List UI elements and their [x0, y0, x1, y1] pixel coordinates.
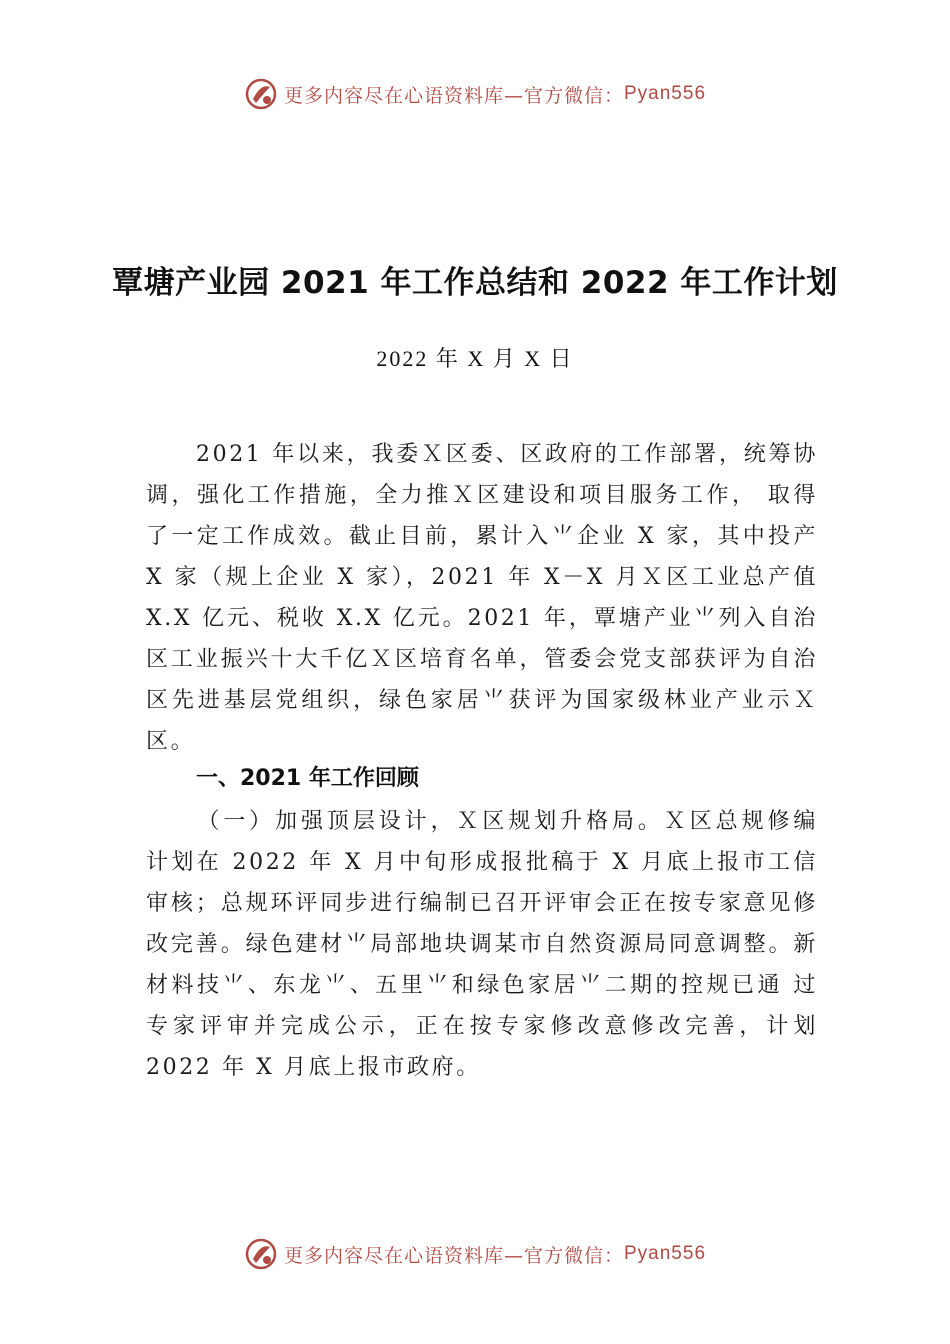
watermark-wechat-id: Pyan556: [624, 1243, 707, 1264]
watermark-wechat-id: Pyan556: [624, 83, 707, 104]
watermark-header: [0, 74, 950, 114]
watermark-footer: [0, 1234, 950, 1274]
brand-logo-icon: [244, 77, 278, 111]
document-date: 2022 年 X 月 X 日: [376, 346, 574, 371]
document-title: 覃塘产业园 2021 年工作总结和 2022 年工作计划: [112, 264, 838, 301]
section-heading: 一、2021 年工作回顾: [196, 766, 419, 791]
body-paragraph: [146, 434, 818, 762]
paragraph-text: （一）加强顶层设计，Ｘ区规划升格局。Ｘ区总规修编 计划在 2022 年 X 月中旬形成报批稿于 X 月底上报市工信审核；总规环评同步进行编制已召开评审会正在按专家意见修 改完善。绿色建材⺌局部地块调某市自然资源局同意调整。新材料技⺌、东龙⺌、五里⺌和绿色家居⺌二期的控规已通 过专家评审并完成公示，正在按专家修改意修改完善，计划2022 年 X 月底上报市政府。: [146, 809, 818, 1080]
watermark-text: 更多内容尽在心语资料库—官方微信：: [283, 84, 624, 107]
watermark-text: 更多内容尽在心语资料库—官方微信：: [283, 1244, 624, 1267]
brand-logo-icon: [244, 1237, 278, 1271]
paragraph-text: 2021 年以来，我委Ｘ区委、区政府的工作部署，统筹协调，强化工作措施，全力推Ｘ区建设和项目服务工作， 取得了一定工作成效。截止目前，累计入⺌企业 X 家，其中投产 X 家（规上企业 X 家），2021 年 X－X 月Ｘ区工业总产值 X.X 亿元、税收 X.X 亿元。2021 年，覃塘产业⺌列入自治区工业振兴十大千亿Ｘ区培育名单，管委会党支部获评为自治区先进基层党组织，绿色家居⺌获评为国家级林业产业示Ｘ区。: [146, 442, 818, 754]
body-paragraph: [146, 801, 818, 1088]
